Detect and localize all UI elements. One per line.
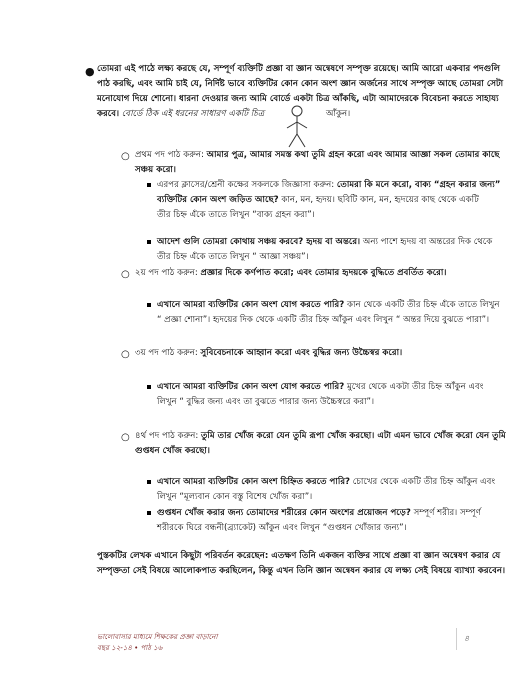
step4-sub1-block: [157, 475, 517, 505]
closing-line-1: পুস্তকটির লেখক এখানে কিছুটা পরিবর্তন করেছেন: এতক্ষণ তিনি একজন ব্যক্তির সাথে প্রজ্ঞা বা জ্ঞান অন্বেষণ করার যে: [97, 551, 501, 561]
intro-line-4-bold: করবে।: [97, 109, 120, 119]
step4-sub2-question: গুপ্তধন খোঁজ করার জন্য তোমাদের শরীরের কোন অংশের প্রয়োজন পড়ে?: [157, 508, 411, 518]
step2-sub1-square: [147, 303, 151, 307]
step3-prefix: ৩য় পদ পাঠ করুন:: [135, 348, 201, 358]
footer-title: ভালোবাসার মাধ্যমে শিক্ষকের প্রজ্ঞা বাড়ানো: [97, 633, 218, 641]
step2-text-bold: প্রজ্ঞার দিকে কর্ণপাত করো; এবং তোমার হৃদয়কে বুদ্ধিতে প্রবর্তিত করো।: [200, 268, 447, 278]
step4-circle-bullet: ○: [121, 432, 130, 443]
step1-prefix: প্রথম পদ পাঠ করুন:: [135, 150, 207, 160]
step1-text-bold-2: সঞ্চয় করো।: [135, 165, 176, 175]
intro-line-2: পাঠ করছি, এবং আমি চাই যে, নির্দিষ্ট ভাবে ব্যক্তিটির কোন কোন অংশ জ্ঞান অর্জনের সাথে সম্পৃক্ত আছে তোমরা সেটা: [97, 79, 504, 89]
step1-sub2-text-bold: আদেশ গুলি তোমরা কোথায় সঞ্চয় করবে? হৃদয় বা অন্তরে।: [157, 237, 361, 247]
step3-sub1-text-normal: মুখের থেকে একটা তীর চিহ্ন আঁকুন এবং: [344, 382, 484, 392]
footer-divider: [456, 628, 457, 650]
step1-circle-bullet: ○: [121, 151, 130, 162]
step1-sub2-line-1: [157, 235, 517, 250]
step4-sub1-square: [147, 480, 151, 484]
step1-sub1-line-3: তীর চিহ্ন এঁকে তাতে লিখুন “বাক্য গ্রহন করা”।: [157, 210, 315, 220]
step1-sub1-text-bold: তোমরা কি মনে করো, বাক্য “গ্রহন করার জন্য”: [336, 180, 501, 190]
step1-text-bold-1: আমার পুত্র, আমার সমস্ত কথা তুমি গ্রহন করো এবং আমার আজ্ঞা সকল তোমার কাছে: [206, 150, 500, 160]
step1-line-1: [135, 148, 515, 163]
step3-sub1-question: এখানে আমরা ব্যক্তিটির কোন অংশ যোগ করতে পারি?: [157, 382, 345, 392]
step1-sub1-line-1: [157, 178, 517, 193]
intro-line-4-tail: আঁকুন।: [326, 109, 351, 119]
step4-sub1-line-2: লিখুন “মূল্যবান কোন বস্তু বিশেষ খোঁজ করা”।: [157, 492, 313, 502]
step4-block: [135, 429, 515, 459]
step4-sub1-question: এখানে আমরা ব্যক্তিটির কোন অংশ চিহ্নিত করতে পারি?: [157, 477, 351, 487]
intro-line-3: মনোযোগ দিয়ে শোনো। ধারনা দেওয়ার জন্য আমি বোর্ডে একটা চিত্র আঁকছি, এটা আমাদেরকে বিবেচনা করতে সাহায্য: [97, 94, 499, 104]
step3-sub1-block: [157, 380, 517, 410]
step4-line-1: [135, 429, 515, 444]
step2-circle-bullet: ○: [121, 269, 130, 280]
step1-sub1-text-normal: এরপর ক্লাসের/শ্রেনী কক্ষের সকলকে জিজ্ঞাসা করুন:: [157, 180, 337, 190]
step4-sub2-square: [147, 511, 151, 515]
step3-text-bold: সুবিবেচনাকে আহ্বান করো এবং বুদ্ধির জন্য উচ্চৈস্বর করো।: [200, 348, 403, 358]
stick-figure-drawing: [282, 104, 312, 154]
step2-sub1-question: এখানে আমরা ব্যক্তিটির কোন অংশ যোগ করতে পারি?: [157, 300, 345, 310]
step2-sub1-text-normal: কান থেকে একটি তীর চিহ্ন এঁকে তাতে লিখুন: [344, 300, 500, 310]
step4-sub2-line-2: শরীরকে ঘিরে বন্ধনী(ব্র্যাকেট) আঁকুন এবং লিখুন “গুপ্তধন খোঁজার জন্য”।: [157, 523, 407, 533]
step2-sub1-line-1: [157, 298, 517, 313]
step4-sub1-line-1: [157, 475, 517, 490]
step1-sub2-square: [147, 240, 151, 244]
step4-prefix: ৪র্থ পদ পাঠ করুন:: [135, 431, 201, 441]
step4-text-bold-2: গুপ্তধন খোঁজ করছো।: [135, 446, 210, 456]
step3-sub1-line-1: [157, 380, 517, 395]
step2-prefix: ২য় পদ পাঠ করুন:: [135, 268, 201, 278]
step2-sub1-line-2: “ প্রজ্ঞা শোনা”। হৃদয়ের দিক থেকে একটি তীর চিহ্ন আঁকুন এবং লিখুন “ অন্তর দিয়ে বুঝতে পারা”।: [157, 315, 490, 325]
step1-sub2-block: [157, 235, 517, 265]
step1-sub1-block: [157, 178, 517, 223]
step3-block: [135, 346, 515, 361]
step1-sub1-question: ব্যক্তিটির কোন অংশ জড়িত আছে?: [157, 195, 279, 205]
closing-paragraph: [97, 549, 517, 579]
step4-sub2-line-1: [157, 506, 517, 521]
step1-block: [135, 148, 515, 178]
step1-sub2-line-2: তীর চিহ্ন এঁকে তাতে লিখুন “ আজ্ঞা সঞ্চয়”।: [157, 252, 309, 262]
step1-sub1-line-2: [157, 193, 517, 208]
intro-line-4-italic: বোর্ডে ঠিক এই ধরনের সাধারণ একটি চিত্র: [119, 109, 265, 119]
page-number: ৪: [464, 634, 470, 643]
step4-sub2-text-normal: সম্পূর্ণ শরীর। সম্পূর্ণ: [410, 508, 481, 518]
step2-sub1-block: [157, 298, 517, 328]
footer-subtitle: বছর ১২-১৪ • পাঠ ১৬: [97, 644, 163, 652]
step1-sub1-answer: কান, মন, হৃদয়। ছবিটি কান, মন, হৃদয়ের কাছ থেকে একটি: [278, 195, 479, 205]
step1-sub1-square: [147, 183, 151, 187]
step4-sub2-block: [157, 506, 517, 536]
step2-block: [135, 266, 515, 281]
step3-sub1-line-2: লিখুন “ বুদ্ধির জন্য এবং তা বুঝতে পারার জন্য উচ্চৈস্বরে করা”।: [157, 397, 375, 407]
step3-circle-bullet: ○: [121, 349, 130, 360]
step1-sub2-text-normal: অন্য পাশে হৃদয় বা অন্তরের দিক থেকে: [360, 237, 493, 247]
step4-text-bold-1: তুমি তার খোঁজ করো যেন তুমি রূপা খোঁজ করছো। এটা এমন ভাবে খোঁজ করো যেন তুমি: [200, 431, 506, 441]
intro-line-1: তোমরা এই পাঠে লক্ষ্য করছে যে, সম্পূর্ণ ব্যক্তিটি প্রজ্ঞা বা জ্ঞান অন্বেষণে সম্পৃক্ত রয়েছে। আমি আরো একবার পদগুলি: [97, 64, 501, 74]
step3-sub1-square: [147, 385, 151, 389]
closing-line-2: সম্পৃক্ততা সেই বিষয়ে আলোকপাত করছিলেন, কিন্তু এখন তিনি জ্ঞান অন্বেষন করার যে লক্ষ্য সেই বিষয়ে ব্যাখ্যা করবেন।: [97, 566, 506, 576]
step4-sub1-text-normal: চোখের থেকে একটি তীর চিহ্ন আঁকুন এবং: [350, 477, 496, 487]
intro-bullet: ●: [85, 65, 95, 78]
